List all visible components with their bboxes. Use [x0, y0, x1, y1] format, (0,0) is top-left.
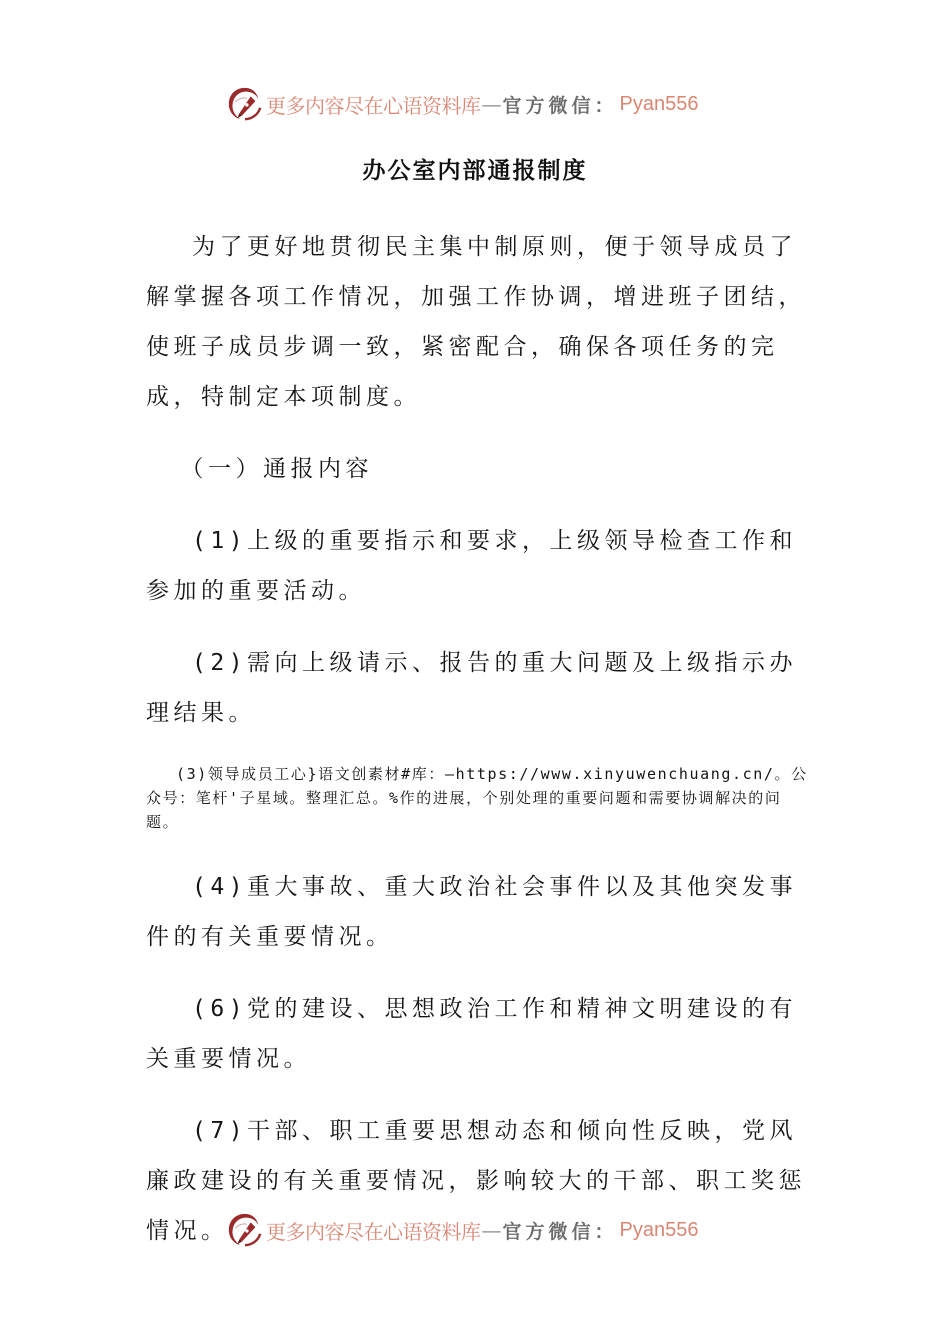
document-body [146, 222, 810, 1256]
list-item-6: (6)党的建设、思想政治工作和精神文明建设的有关重要情况。 [146, 996, 798, 1072]
list-item-4: (4)重大事故、重大政治社会事件以及其他突发事件的有关重要情况。 [146, 874, 798, 950]
promo-text: 更多内容尽在心语资料库 [266, 1219, 481, 1244]
list-item-3: (3)领导成员工心}语文创素材#库：—https://www.xinyuwenchuang.cn/。公众号：笔杆'子星域。整理汇总。%作的进展，个别处理的重要问题和需要协调解决的问题。 [146, 765, 808, 831]
wechat-id: Pyan556 [619, 92, 699, 115]
list-item-1: (1)上级的重要指示和要求，上级领导检查工作和参加的重要活动。 [146, 528, 798, 604]
separator-dash: — [481, 92, 502, 116]
footer-banner [226, 1208, 698, 1252]
header-banner [226, 82, 698, 126]
wechat-label: 官方微信： [502, 94, 618, 117]
document-title: 办公室内部通报制度 [362, 157, 588, 184]
pen-nib-logo-icon [226, 85, 264, 123]
pen-nib-logo-icon [226, 1211, 264, 1249]
separator-dash: — [481, 1218, 502, 1242]
wechat-label: 官方微信： [502, 1220, 618, 1243]
promo-text: 更多内容尽在心语资料库 [266, 93, 481, 118]
list-item-7: (7)干部、职工重要思想动态和倾向性反映，党风廉政建设的有关重要情况，影响较大的干部、职工奖惩情况。 [146, 1118, 806, 1244]
wechat-id: Pyan556 [619, 1218, 699, 1241]
intro-paragraph: 为了更好地贯彻民主集中制原则，便于领导成员了解掌握各项工作情况，加强工作协调，增进班子团结，使班子成员步调一致，紧密配合，确保各项任务的完成，特制定本项制度。 [146, 234, 806, 410]
list-item-2: (2)需向上级请示、报告的重大问题及上级指示办理结果。 [146, 650, 798, 726]
section-heading: （一）通报内容 [180, 456, 373, 482]
